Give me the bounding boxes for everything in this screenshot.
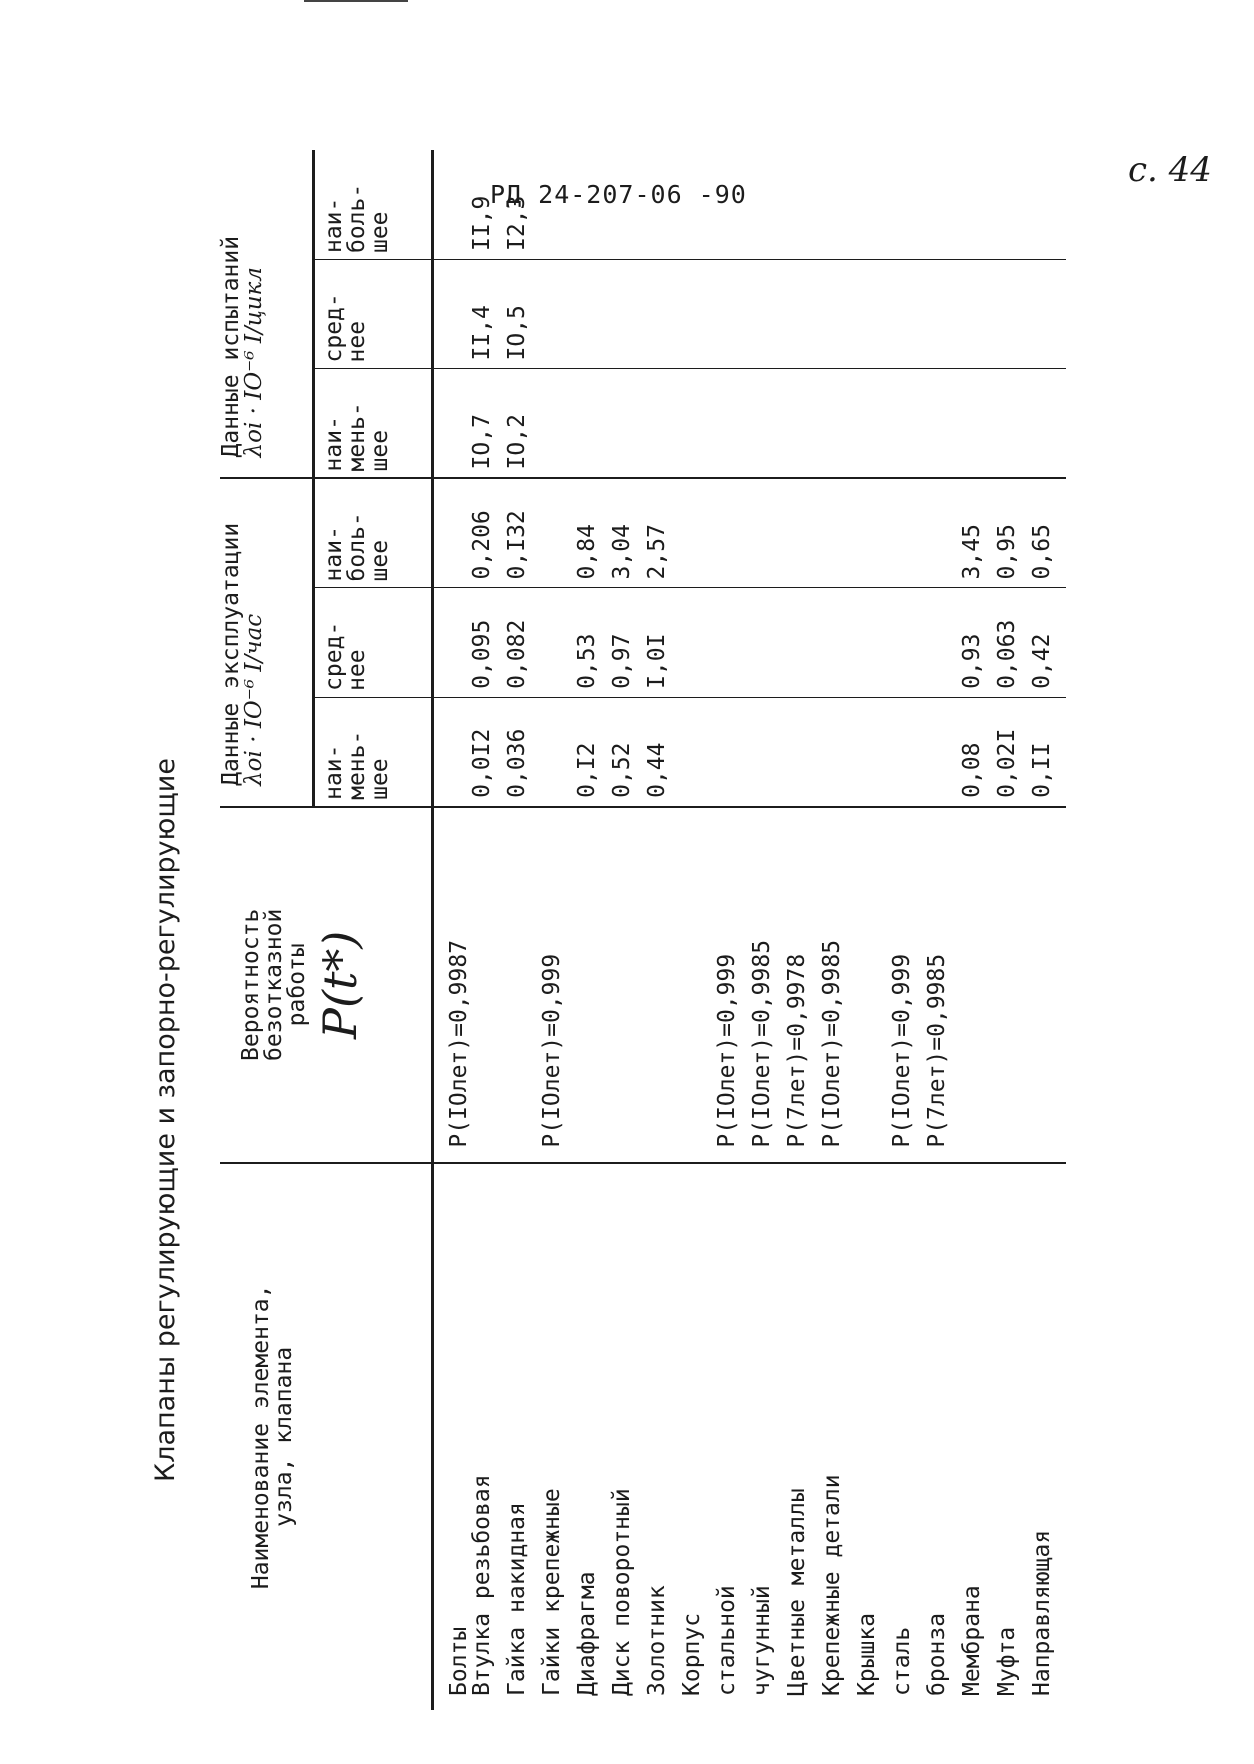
sub-max-l1: наи-: [321, 526, 347, 582]
table-row: [611, 150, 646, 1710]
sub-min-l3: шее: [367, 758, 393, 800]
table-row: [506, 150, 541, 1710]
sub-test-mid-l1: сред-: [321, 293, 347, 363]
header-test-min: [314, 369, 433, 478]
operation-max-cell: 0,84: [576, 478, 611, 587]
operation-max-cell: 3,04: [611, 478, 646, 587]
operation-mid-cell: 0,53: [576, 588, 611, 697]
reliability-table: [220, 150, 1066, 1710]
test-mid-cell: [926, 260, 961, 369]
operation-mid-cell: I,0I: [646, 588, 681, 697]
probability-cell: P(7лет)=0,9985: [926, 807, 961, 1163]
element-name-cell: Болты: [433, 1163, 472, 1710]
header-element-name: [220, 1163, 433, 1710]
header-operation-mid: [314, 588, 433, 697]
sub-test-mid-l2: нее: [344, 320, 370, 363]
test-min-cell: [716, 369, 751, 478]
operation-min-cell: 0,II: [1031, 697, 1066, 806]
header-element-name-line1: Наименование элемента,: [248, 1284, 274, 1590]
element-name-cell: Корпус: [681, 1163, 716, 1710]
element-name-cell: Муфта: [996, 1163, 1031, 1710]
operation-min-cell: [681, 697, 716, 806]
probability-cell: P(IOлет)=0,9985: [751, 807, 786, 1163]
test-mid-cell: [576, 260, 611, 369]
probability-cell: [576, 807, 611, 1163]
test-min-cell: [961, 369, 996, 478]
operation-max-cell: 0,95: [996, 478, 1031, 587]
test-mid-cell: [961, 260, 996, 369]
operation-min-cell: [891, 697, 926, 806]
test-mid-cell: II,4: [471, 260, 506, 369]
probability-cell: P(IOлет)=0,999: [891, 807, 926, 1163]
test-max-cell: [576, 150, 611, 260]
element-name-cell: Крышка: [856, 1163, 891, 1710]
test-max-cell: [1031, 150, 1066, 260]
test-min-cell: [541, 369, 576, 478]
operation-mid-cell: 0,082: [506, 588, 541, 697]
table-row: [716, 150, 751, 1710]
operation-min-cell: 0,52: [611, 697, 646, 806]
test-min-cell: [996, 369, 1031, 478]
header-element-name-line2: узла, клапана: [271, 1346, 297, 1527]
test-mid-cell: [541, 260, 576, 369]
operation-mid-cell: [541, 588, 576, 697]
header-operation-data: [220, 478, 314, 806]
rotated-table-sheet: [150, 180, 1090, 1740]
probability-cell: [856, 807, 891, 1163]
sub-test-min-l3: шее: [367, 429, 393, 472]
operation-mid-cell: [751, 588, 786, 697]
header-probability: [220, 807, 433, 1163]
operation-max-cell: 0,I32: [506, 478, 541, 587]
test-mid-cell: [856, 260, 891, 369]
operation-mid-cell: [856, 588, 891, 697]
test-mid-cell: [996, 260, 1031, 369]
operation-max-cell: 3,45: [961, 478, 996, 587]
operation-min-cell: 0,036: [506, 697, 541, 806]
test-min-cell: [926, 369, 961, 478]
table-caption: Клапаны регулирующие и запорно-регулирующие: [150, 758, 181, 1482]
operation-min-cell: 0,I2: [576, 697, 611, 806]
table-row: [471, 150, 506, 1710]
table-row: [751, 150, 786, 1710]
test-mid-cell: [891, 260, 926, 369]
test-min-cell: [433, 369, 472, 478]
sub-min-l2: мень-: [344, 730, 370, 800]
table-row: [821, 150, 856, 1710]
test-mid-cell: [821, 260, 856, 369]
test-max-cell: [681, 150, 716, 260]
sub-max-l3: шее: [367, 539, 393, 582]
operation-min-cell: [926, 697, 961, 806]
test-min-cell: [751, 369, 786, 478]
probability-cell: P(IOлет)=0,999: [541, 807, 576, 1163]
sub-test-max-l3: шее: [367, 211, 393, 254]
table-row: [681, 150, 716, 1710]
table-row: [541, 150, 576, 1710]
table-row: [996, 150, 1031, 1710]
operation-mid-cell: [716, 588, 751, 697]
table-body: [433, 150, 1067, 1710]
operation-mid-cell: [891, 588, 926, 697]
operation-min-cell: [821, 697, 856, 806]
operation-min-cell: [856, 697, 891, 806]
test-max-cell: [433, 150, 472, 260]
element-name-cell: сталь: [891, 1163, 926, 1710]
table-row: [433, 150, 472, 1710]
operation-max-cell: [821, 478, 856, 587]
operation-mid-cell: 0,063: [996, 588, 1031, 697]
operation-max-cell: [926, 478, 961, 587]
operation-min-cell: 0,44: [646, 697, 681, 806]
header-operation-max: [314, 478, 433, 587]
sub-mid-l2: нее: [344, 649, 370, 691]
probability-cell: [506, 807, 541, 1163]
table-row: [926, 150, 961, 1710]
test-max-cell: [611, 150, 646, 260]
table-row: [961, 150, 996, 1710]
test-max-cell: [716, 150, 751, 260]
probability-symbol: P(t*): [313, 930, 367, 1039]
operation-mid-cell: [926, 588, 961, 697]
operation-min-cell: [751, 697, 786, 806]
probability-cell: P(IOлет)=0,9985: [821, 807, 856, 1163]
header-test-max: [314, 150, 433, 260]
operation-max-cell: 2,57: [646, 478, 681, 587]
sub-min-l1: наи-: [321, 744, 347, 800]
operation-min-cell: [716, 697, 751, 806]
element-name-cell: Диафрагма: [576, 1163, 611, 1710]
test-min-cell: [891, 369, 926, 478]
table-row: [856, 150, 891, 1710]
operation-mid-cell: [821, 588, 856, 697]
sub-max-l2: боль-: [344, 512, 370, 582]
operation-mid-cell: 0,93: [961, 588, 996, 697]
test-max-cell: [926, 150, 961, 260]
document-id: РД 24-207-06 -90: [490, 180, 747, 209]
probability-cell: P(7лет)=0,9978: [786, 807, 821, 1163]
probability-cell: [611, 807, 646, 1163]
test-max-cell: [891, 150, 926, 260]
test-max-cell: [786, 150, 821, 260]
element-name-cell: Направляющая: [1031, 1163, 1066, 1710]
operation-max-cell: [856, 478, 891, 587]
probability-cell: [1031, 807, 1066, 1163]
operation-min-cell: [541, 697, 576, 806]
test-min-cell: [856, 369, 891, 478]
header-test-title: Данные испытаний: [218, 235, 244, 458]
test-max-cell: [996, 150, 1031, 260]
operation-min-cell: 0,0I2: [471, 697, 506, 806]
operation-min-cell: 0,02I: [996, 697, 1031, 806]
sub-mid-l1: сред-: [321, 621, 347, 691]
element-name-cell: Мембрана: [961, 1163, 996, 1710]
table-row: [1031, 150, 1066, 1710]
probability-cell: [996, 807, 1031, 1163]
header-test-units: λoi · IO⁻⁶ I/цикл: [241, 267, 267, 458]
header-probability-line3: работы: [284, 943, 310, 1027]
header-operation-units: λoi · IO⁻⁶ I/час: [241, 613, 267, 786]
element-name-cell: чугунный: [751, 1163, 786, 1710]
operation-min-cell: [433, 697, 472, 806]
test-max-cell: I2,3: [504, 195, 530, 252]
probability-cell: [681, 807, 716, 1163]
sub-test-min-l2: мень-: [344, 402, 370, 472]
test-max-cell: [751, 150, 786, 260]
header-operation-min: [314, 697, 433, 806]
operation-max-cell: [681, 478, 716, 587]
probability-cell: [961, 807, 996, 1163]
table-row: [891, 150, 926, 1710]
operation-mid-cell: [433, 588, 472, 697]
operation-max-cell: [716, 478, 751, 587]
test-max-cell: [856, 150, 891, 260]
sub-test-max-l2: боль-: [344, 183, 370, 254]
element-name-cell: Втулка резьбовая: [471, 1163, 506, 1710]
element-name-cell: стальной: [716, 1163, 751, 1710]
test-min-cell: [646, 369, 681, 478]
test-mid-cell: [681, 260, 716, 369]
header-probability-line1: Вероятность: [238, 908, 264, 1061]
header-operation-title: Данные эксплуатации: [218, 522, 244, 786]
test-min-cell: [1031, 369, 1066, 478]
operation-max-cell: [433, 478, 472, 587]
header-test-mid: [314, 260, 433, 369]
test-mid-cell: [1031, 260, 1066, 369]
sub-test-max-l1: наи-: [321, 197, 347, 254]
test-max-cell: [646, 150, 681, 260]
operation-min-cell: [786, 697, 821, 806]
operation-max-cell: [786, 478, 821, 587]
test-max-cell: [541, 150, 576, 260]
sub-test-min-l1: наи-: [321, 416, 347, 472]
element-name-cell: бронза: [926, 1163, 961, 1710]
operation-max-cell: 0,206: [471, 478, 506, 587]
operation-max-cell: [891, 478, 926, 587]
probability-cell: [646, 807, 681, 1163]
test-min-cell: [821, 369, 856, 478]
test-min-cell: IO,7: [471, 369, 506, 478]
test-min-cell: [576, 369, 611, 478]
test-max-cell: [961, 150, 996, 260]
test-min-cell: [611, 369, 646, 478]
test-mid-cell: [611, 260, 646, 369]
test-mid-cell: [646, 260, 681, 369]
operation-mid-cell: 0,42: [1031, 588, 1066, 697]
test-mid-cell: [716, 260, 751, 369]
table-row: [646, 150, 681, 1710]
operation-max-cell: [751, 478, 786, 587]
element-name-cell: Цветные металлы: [786, 1163, 821, 1710]
test-mid-cell: [751, 260, 786, 369]
table-row: [576, 150, 611, 1710]
probability-cell: P(IOлет)=0,999: [716, 807, 751, 1163]
top-rule: [304, 0, 408, 2]
test-max-cell: [821, 150, 856, 260]
test-min-cell: [681, 369, 716, 478]
operation-mid-cell: [786, 588, 821, 697]
element-name-cell: Гайка накидная: [506, 1163, 541, 1710]
element-name-cell: Крепежные детали: [821, 1163, 856, 1710]
test-min-cell: IO,2: [506, 369, 541, 478]
operation-mid-cell: 0,095: [471, 588, 506, 697]
test-max-cell: II,9: [469, 195, 495, 252]
operation-max-cell: 0,65: [1031, 478, 1066, 587]
element-name-cell: Диск поворотный: [611, 1163, 646, 1710]
element-name-cell: Золотник: [646, 1163, 681, 1710]
test-mid-cell: IO,5: [506, 260, 541, 369]
element-name-cell: Гайки крепежные: [541, 1163, 576, 1710]
operation-mid-cell: [681, 588, 716, 697]
probability-cell: [471, 807, 506, 1163]
header-probability-line2: безотказной: [261, 908, 287, 1061]
operation-min-cell: 0,08: [961, 697, 996, 806]
operation-max-cell: [541, 478, 576, 587]
table-row: [786, 150, 821, 1710]
test-min-cell: [786, 369, 821, 478]
probability-cell: P(IOлет)=0,9987: [433, 807, 472, 1163]
test-mid-cell: [433, 260, 472, 369]
header-test-data: [220, 150, 314, 478]
page-number: с. 44: [1128, 150, 1212, 190]
test-mid-cell: [786, 260, 821, 369]
operation-mid-cell: 0,97: [611, 588, 646, 697]
